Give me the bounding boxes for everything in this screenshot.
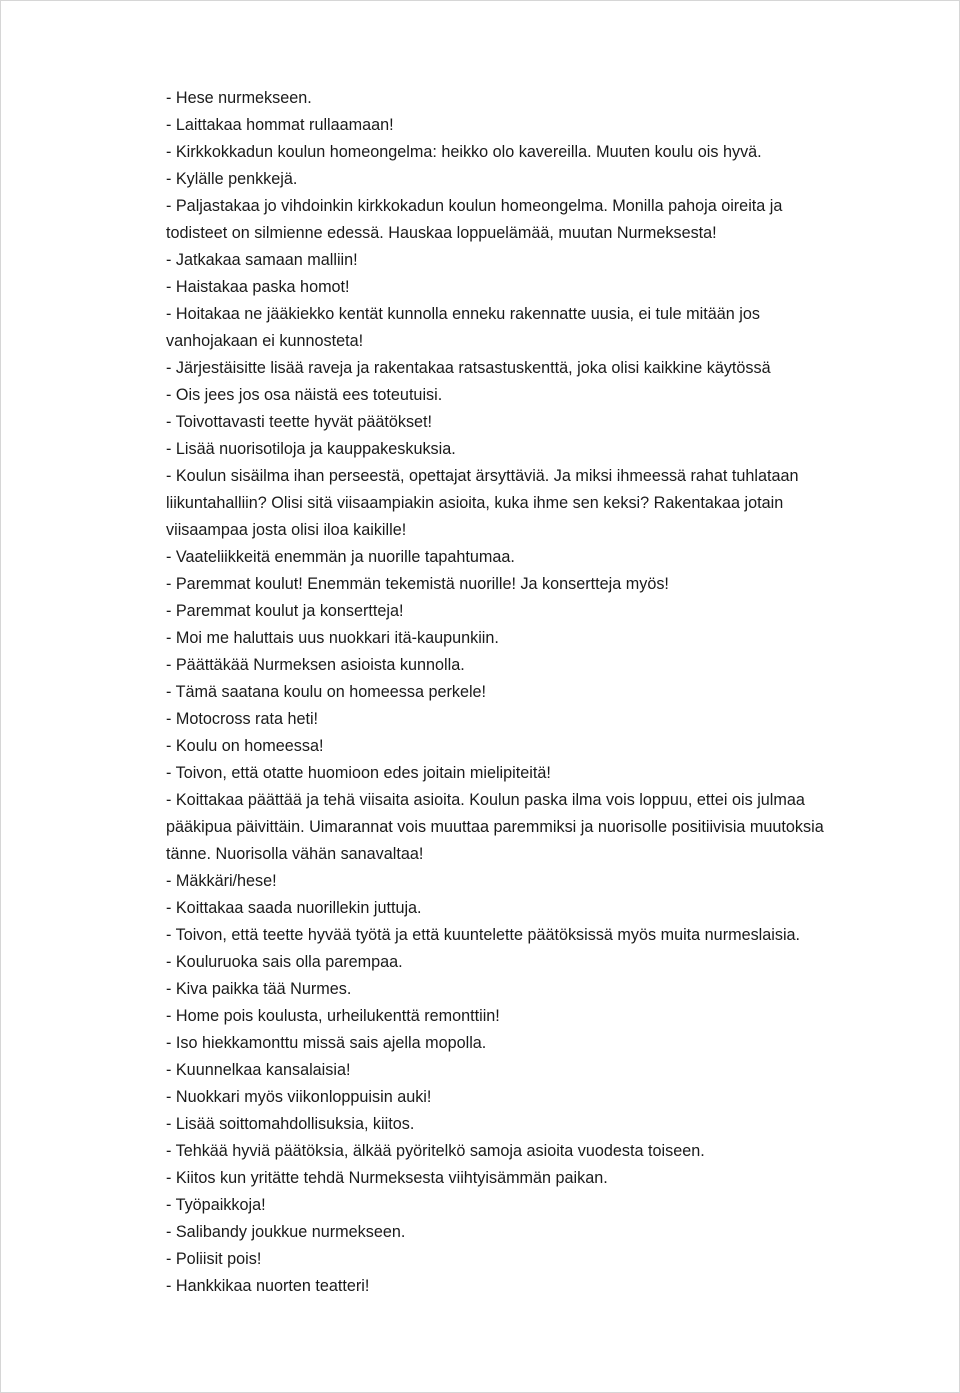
comment-line: - Toivottavasti teette hyvät päätökset!	[166, 413, 433, 431]
comment-line: - Kylälle penkkejä.	[166, 170, 298, 188]
comment-list	[166, 85, 906, 1300]
comment-line: - Paremmat koulut! Enemmän tekemistä nuorille! Ja konsertteja myös!	[166, 575, 669, 593]
comment-line: - Lisää soittomahdollisuksia, kiitos.	[166, 1115, 415, 1133]
comment-line: - Motocross rata heti!	[166, 710, 319, 728]
comment-line: - Ois jees jos osa näistä ees toteutuisi.	[166, 386, 443, 404]
comment-line: - Järjestäisitte lisää raveja ja rakentakaa ratsastuskenttä, joka olisi kaikkine käytössä	[166, 359, 771, 377]
comment-line: - Koittakaa päättää ja tehä viisaita asioita. Koulun paska ilma vois loppuu, ettei ois julmaa	[166, 791, 805, 809]
comment-line: - Kouluruoka sais olla parempaa.	[166, 953, 403, 971]
comment-line: - Mäkkäri/hese!	[166, 872, 277, 890]
comment-line: - Toivon, että otatte huomioon edes joitain mielipiteitä!	[166, 764, 551, 782]
comment-line: - Tämä saatana koulu on homeessa perkele!	[166, 683, 487, 701]
comment-line: - Nuokkari myös viikonloppuisin auki!	[166, 1088, 432, 1106]
comment-line: vanhojakaan ei kunnosteta!	[166, 332, 364, 350]
comment-line: - Kiva paikka tää Nurmes.	[166, 980, 352, 998]
comment-line: - Hankkikaa nuorten teatteri!	[166, 1277, 370, 1295]
comment-line: liikuntahalliin? Olisi sitä viisaampiakin asioita, kuka ihme sen keksi? Rakentakaa jotain	[166, 494, 784, 512]
comment-line: - Kirkkokkadun koulun homeongelma: heikko olo kavereilla. Muuten koulu ois hyvä.	[166, 143, 762, 161]
comment-line: - Koulun sisäilma ihan perseestä, opettajat ärsyttäviä. Ja miksi ihmeessä rahat tuhlataan	[166, 467, 799, 485]
comment-line: - Paremmat koulut ja konsertteja!	[166, 602, 404, 620]
comment-line: - Haistakaa paska homot!	[166, 278, 350, 296]
comment-line: - Tehkää hyviä päätöksia, älkää pyöritelkö samoja asioita vuodesta toiseen.	[166, 1142, 705, 1160]
comment-line: - Iso hiekkamonttu missä sais ajella mopolla.	[166, 1034, 487, 1052]
comment-line: pääkipua päivittäin. Uimarannat vois muuttaa paremmiksi ja nuorisolle positiivisia muutoksia	[166, 818, 824, 836]
comment-line: - Jatkakaa samaan malliin!	[166, 251, 358, 269]
comment-line: - Hese nurmekseen.	[166, 89, 312, 107]
comment-line: - Päättäkää Nurmeksen asioista kunnolla.	[166, 656, 465, 674]
comment-line: - Toivon, että teette hyvää työtä ja että kuuntelette päätöksissä myös muita nurmeslaisia.	[166, 926, 801, 944]
comment-line: - Koulu on homeessa!	[166, 737, 324, 755]
comment-line: - Moi me haluttais uus nuokkari itä-kaupunkiin.	[166, 629, 499, 647]
comment-line: - Vaateliikkeitä enemmän ja nuorille tapahtumaa.	[166, 548, 515, 566]
comment-line: - Kiitos kun yritätte tehdä Nurmeksesta viihtyisämmän paikan.	[166, 1169, 608, 1187]
comment-line: - Salibandy joukkue nurmekseen.	[166, 1223, 406, 1241]
comment-line: - Poliisit pois!	[166, 1250, 262, 1268]
comment-line: - Lisää nuorisotiloja ja kauppakeskuksia.	[166, 440, 456, 458]
comment-line: - Koittakaa saada nuorillekin juttuja.	[166, 899, 422, 917]
comment-line: - Työpaikkoja!	[166, 1196, 266, 1214]
comment-line: - Home pois koulusta, urheilukenttä remonttiin!	[166, 1007, 500, 1025]
comment-line: - Hoitakaa ne jääkiekko kentät kunnolla enneku rakennatte uusia, ei tule mitään jos	[166, 305, 760, 323]
comment-line: todisteet on silmienne edessä. Hauskaa loppuelämää, muutan Nurmeksesta!	[166, 224, 717, 242]
comment-line: tänne. Nuorisolla vähän sanavaltaa!	[166, 845, 424, 863]
comment-line: - Kuunnelkaa kansalaisia!	[166, 1061, 351, 1079]
comment-line: - Paljastakaa jo vihdoinkin kirkkokadun koulun homeongelma. Monilla pahoja oireita ja	[166, 197, 783, 215]
comment-line: viisaampaa josta olisi iloa kaikille!	[166, 521, 407, 539]
comment-line: - Laittakaa hommat rullaamaan!	[166, 116, 394, 134]
